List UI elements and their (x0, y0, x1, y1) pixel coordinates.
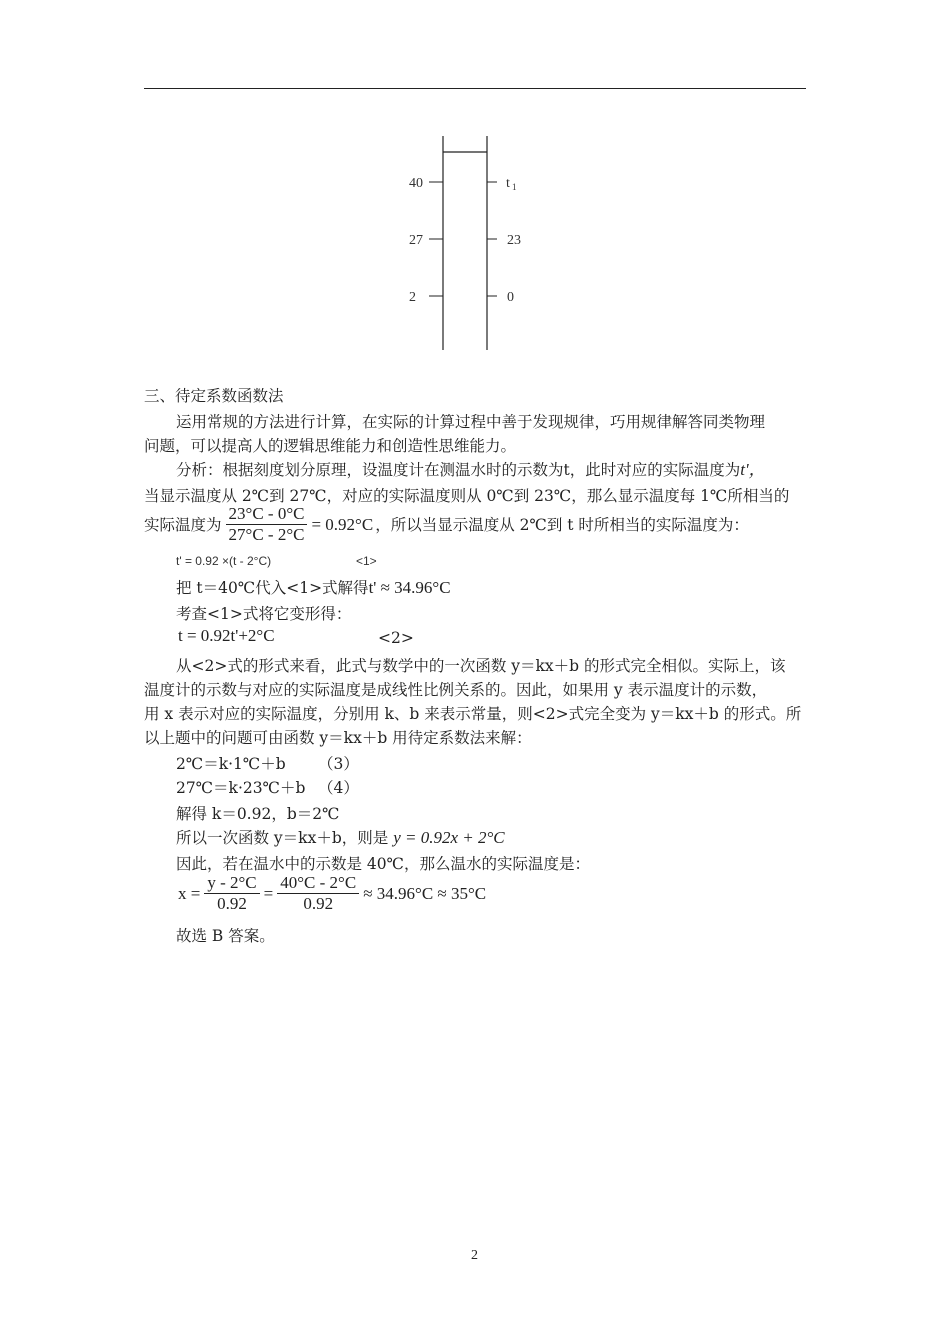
answer-line: 故选 B 答案。 (176, 927, 275, 945)
analysis-line3-prefix: 实际温度为 (144, 515, 222, 534)
analysis-line3-suffix: ，所以当显示温度从 2℃到 t 时所相当的实际温度为： (375, 515, 749, 534)
fraction-2 (204, 873, 259, 914)
final-equation (178, 873, 486, 914)
substitution-line (176, 578, 451, 598)
section-title: 三、待定系数函数法 (144, 387, 284, 405)
t-prime: t'， (740, 460, 766, 479)
final-result: ≈ 34.96°C ≈ 35°C (363, 883, 487, 903)
label-right-t: t (506, 176, 510, 191)
function-text: 所以一次函数 y＝kx＋b，则是 (176, 829, 389, 847)
equation-4-label: （4） (318, 779, 359, 797)
equation-2: t = 0.92t'+2°C (178, 626, 275, 645)
equals-sign: = (263, 883, 274, 903)
analysis-line3 (144, 504, 749, 545)
label-right-23: 23 (507, 233, 521, 248)
analysis-line1 (176, 460, 766, 480)
therefore-line: 因此，若在温水中的示数是 40℃，那么温水的实际温度是： (176, 855, 590, 873)
fraction-3 (277, 873, 359, 914)
analysis-text: 分析：根据刻度划分原理，设温度计在测温水时的示数为t，此时对应的实际温度为 (176, 461, 741, 479)
para1-line1: 运用常规的方法进行计算，在实际的计算过程中善于发现规律，巧用规律解答同类物理 (176, 413, 766, 431)
solve-line: 解得 k＝0.92，b＝2℃ (176, 805, 340, 823)
final-x: x = (178, 883, 201, 903)
function-equation: y = 0.92x + 2°C (393, 828, 505, 847)
fraction-3-numerator: 40°C - 2°C (277, 873, 359, 894)
equation-1: t' = 0.92 ×(t - 2°C) (176, 554, 272, 568)
fraction-1-denominator: 27°C - 2°C (228, 525, 305, 544)
label-left-27: 27 (409, 233, 423, 248)
label-right-t-sub: 1 (512, 182, 517, 192)
page-number: 2 (471, 1248, 478, 1263)
label-right-0: 0 (507, 290, 514, 305)
fraction-3-denominator: 0.92 (303, 894, 334, 913)
para2-line2: 温度计的示数与对应的实际温度是成线性比例关系的。因此，如果用 y 表示温度计的示数， (144, 681, 768, 699)
fraction-2-denominator: 0.92 (217, 894, 247, 913)
label-left-2: 2 (409, 290, 416, 305)
para2-line3: 用 x 表示对应的实际温度，分别用 k、b 来表示常量，则<2>式完全变为 y＝kx＋b 的形式。所 (144, 705, 802, 723)
substitution-result: t' ≈ 34.96°C (368, 578, 451, 597)
para2-line4: 以上题中的问题可由函数 y＝kx＋b 用待定系数法来解： (144, 729, 532, 747)
fraction-1 (226, 504, 308, 545)
header-rule (144, 88, 806, 89)
analysis-line2: 当显示温度从 2℃到 27℃，对应的实际温度则从 0℃到 23℃，那么显示温度每 1℃所相当的 (144, 487, 790, 505)
equation-3-label: （3） (318, 755, 359, 773)
equation-3: 2℃＝k·1℃＋b (176, 755, 286, 773)
transform-line: 考查<1>式将它变形得： (176, 605, 352, 623)
function-line (176, 828, 505, 848)
equation-4: 27℃＝k·23℃＋b (176, 779, 306, 797)
para2-line1: 从<2>式的形式来看，此式与数学中的一次函数 y＝kx＋b 的形式完全相似。实际上，该 (176, 657, 786, 675)
para1-line2: 问题，可以提高人的逻辑思维能力和创造性思维能力。 (144, 437, 517, 455)
fraction-2-numerator: y - 2°C (204, 873, 259, 894)
fraction-1-numerator: 23°C - 0°C (226, 504, 308, 525)
label-left-40: 40 (409, 176, 423, 191)
thermometer-diagram (400, 130, 540, 355)
substitution-text: 把 t＝40℃代入<1>式解得 (176, 579, 369, 597)
equation-1-label: <1> (356, 554, 377, 568)
fraction-1-result: = 0.92°C (311, 514, 374, 534)
equation-2-label: <2> (378, 629, 414, 647)
